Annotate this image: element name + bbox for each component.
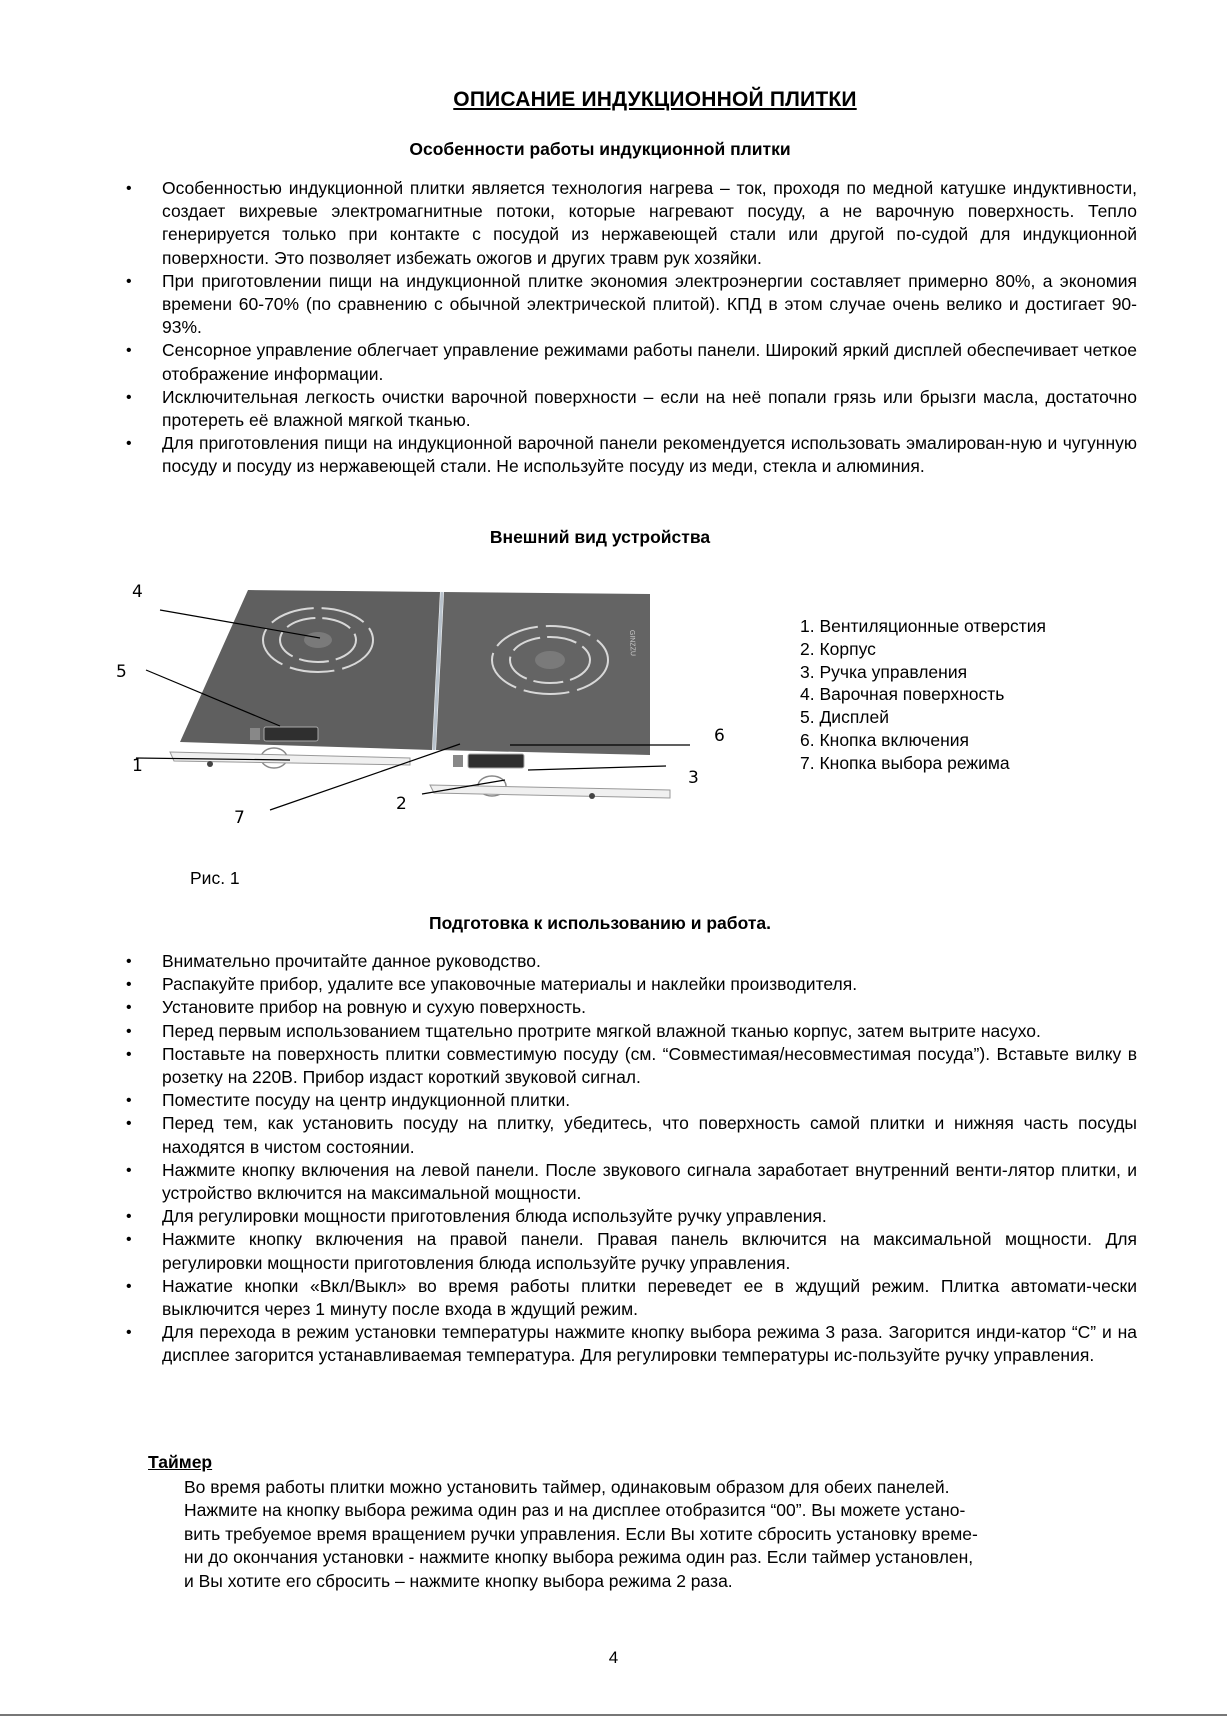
callout-6: 6 [714, 726, 725, 746]
timer-line: Нажмите на кнопку выбора режима один раз и на дисплее отобразится “00”. Вы можете устано- [184, 1500, 966, 1521]
part-item: 3. Ручка управления [800, 661, 968, 682]
part-item: 2. Корпус [800, 638, 876, 659]
list-item: • Поставьте на поверхность плитки совместимую посуду (см. “Совместимая/несовместимая посуда”). Вставьте вилку в розетку на 220В. Прибор издаст короткий звуковой сигнал. [162, 1043, 1137, 1089]
part-item: 4. Варочная поверхность [800, 684, 1005, 705]
timer-heading: Таймер [148, 1452, 213, 1472]
features-list [162, 177, 1137, 479]
page-number: 4 [608, 1648, 619, 1667]
induction-cooktop-illustration [110, 580, 750, 840]
list-item: • При приготовлении пищи на индукционной плитке экономия электроэнергии составляет примерно 80%, а экономия времени 60-70% (по сравнению с обычной электрической плитой). КПД в этом случае очень велико и достигает 90-93%. [162, 270, 1137, 340]
list-item: • Нажатие кнопки «Вкл/Выкл» во время работы плитки переведет ее в ждущий режим. Плитка автомати-чески выключится через 1 минуту после входа в ждущий режим. [162, 1275, 1137, 1321]
part-item: 6. Кнопка включения [800, 729, 970, 750]
usage-heading: Подготовка к использованию и работа. [428, 913, 772, 933]
left-cooking-surface [180, 590, 440, 750]
callout-7: 7 [234, 808, 245, 828]
list-item: • Поместите посуду на центр индукционной плитки. [162, 1089, 1137, 1112]
timer-line: вить требуемое время вращением ручки управления. Если Вы хотите сбросить установку време- [184, 1523, 978, 1544]
list-item: • Для перехода в режим установки температуры нажмите кнопку выбора режима 3 раза. Загорится инди-катор “С” и на дисплее загорится устанавливаемая температура. Для регулировки температуры ис-пользуйте ручку управления. [162, 1321, 1137, 1367]
list-item: • Для приготовления пищи на индукционной варочной панели рекомендуется использовать эмалирован-ную и чугунную посуду и посуду из нержавеющей стали. Не используйте посуду из меди, стекла и алюминия. [162, 432, 1137, 478]
bottom-rule [0, 1714, 1227, 1716]
list-item: • Сенсорное управление облегчает управление режимами работы панели. Широкий яркий дисплей обеспечивает четкое отображение информации. [162, 339, 1137, 385]
callout-2: 2 [396, 794, 407, 814]
list-item: • Исключительная легкость очистки варочной поверхности – если на неё попали грязь или брызги масла, достаточно протереть её влажной мягкой тканью. [162, 386, 1137, 432]
left-display [264, 727, 318, 741]
callout-5: 5 [116, 662, 127, 682]
features-heading: Особенности работы индукционной плитки [409, 139, 791, 159]
part-item: 5. Дисплей [800, 707, 890, 728]
part-item: 1. Вентиляционные отверстия [800, 616, 1046, 636]
timer-line: ни до окончания установки - нажмите кнопку выбора режима один раз. Если таймер установлен, [184, 1547, 974, 1568]
timer-line: Во время работы плитки можно установить таймер, одинаковым образом для обеих панелей. [184, 1477, 950, 1497]
list-item: • Распакуйте прибор, удалите все упаковочные материалы и наклейки производителя. [162, 973, 1137, 996]
right-mode-button [453, 755, 463, 767]
device-figure [110, 580, 750, 840]
right-cooking-surface [436, 592, 650, 755]
list-item: • Перед первым использованием тщательно протрите мягкой влажной тканью корпус, затем вытрите насухо. [162, 1020, 1137, 1043]
callout-1: 1 [132, 756, 143, 776]
callout-3: 3 [688, 768, 699, 788]
appearance-heading: Внешний вид устройства [489, 527, 711, 547]
list-item: • Перед тем, как установить посуду на плитку, убедитесь, что поверхность самой плитки и нижняя часть посуды находятся в чистом состоянии. [162, 1112, 1137, 1158]
parts-list [800, 615, 1046, 775]
part-item: 7. Кнопка выбора режима [800, 752, 1010, 773]
timer-line: и Вы хотите его сбросить – нажмите кнопку выбора режима 2 раза. [184, 1570, 733, 1591]
callout-4: 4 [132, 582, 143, 602]
list-item: • Нажмите кнопку включения на правой панели. Правая панель включится на максимальной мощности. Для регулировки мощности приготовления блюда используйте ручку управления. [162, 1228, 1137, 1274]
usage-list [162, 950, 1137, 1368]
left-mode-button [250, 728, 260, 740]
list-item: • Нажмите кнопку включения на левой панели. После звукового сигнала заработает внутренний венти-лятор плитки, и устройство включится на максимальной мощности. [162, 1159, 1137, 1205]
brand-logo: GINZZU [628, 629, 636, 657]
list-item: • Внимательно прочитайте данное руководство. [162, 950, 1137, 973]
list-item: • Особенностью индукционной плитки является технология нагрева – ток, проходя по медной катушке индуктивности, создает вихревые электромагнитные потоки, которые нагревают посуду, а не варочную поверхность. Тепло генерируется только при контакте с посудой из нержавеющей стали или другой по-судой для индукционной поверхности. Это позволяет избежать ожогов и других травм рук хозяйки. [162, 177, 1137, 270]
figure-caption: Рис. 1 [190, 868, 240, 888]
page-title: ОПИСАНИЕ ИНДУКЦИОННОЙ ПЛИТКИ [453, 88, 857, 111]
list-item: • Установите прибор на ровную и сухую поверхность. [162, 996, 1137, 1019]
timer-text [184, 1476, 1104, 1593]
list-item: • Для регулировки мощности приготовления блюда используйте ручку управления. [162, 1205, 1137, 1228]
right-display [468, 754, 524, 768]
